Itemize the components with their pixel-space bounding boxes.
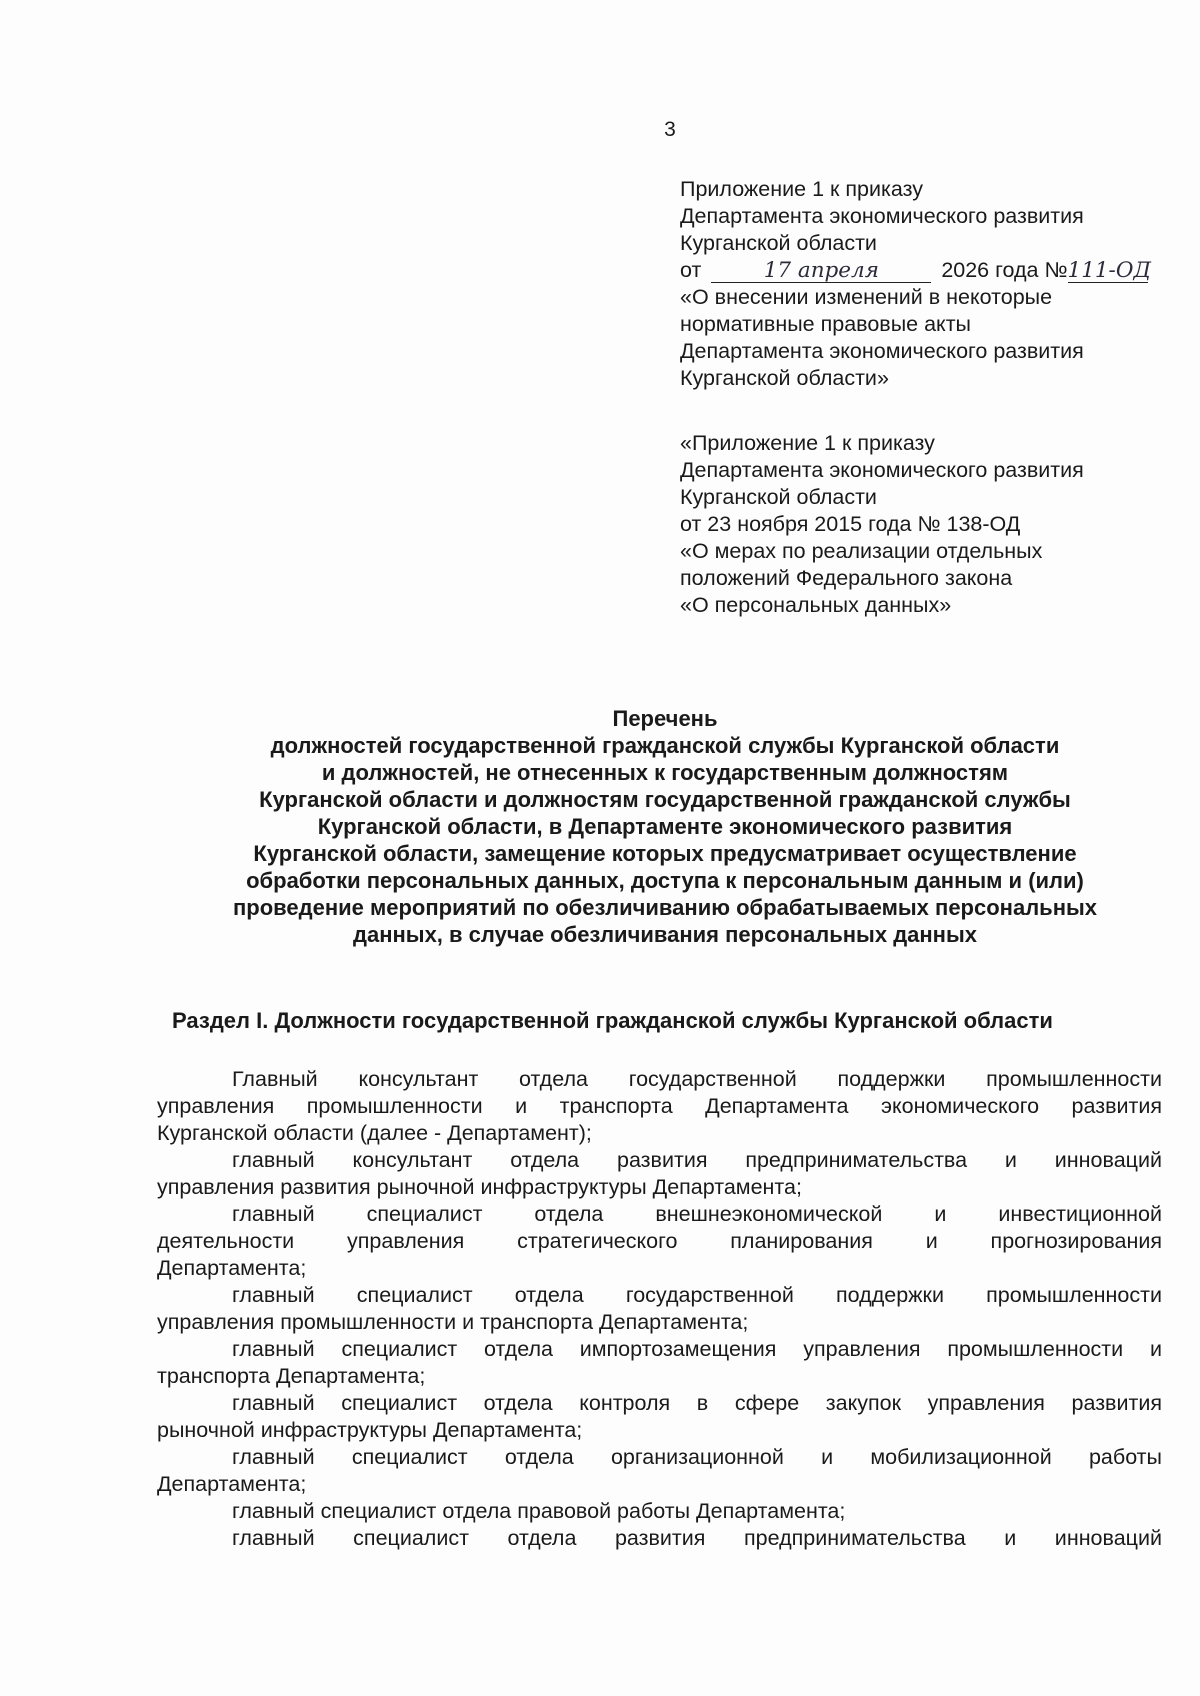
appendix-original-line: «О мерах по реализации отдельных	[680, 539, 1043, 563]
paragraph-line: управления промышленности и транспорта Департамента экономического развития	[157, 1094, 1162, 1118]
appendix-original-line: «Приложение 1 к приказу	[680, 431, 935, 455]
appendix-current-line: Курганской области	[680, 231, 877, 255]
appendix-date-line	[680, 257, 1180, 284]
appendix-current-line: Приложение 1 к приказу	[680, 177, 923, 201]
paragraph-line: Главный консультант отдела государственной поддержки промышленности	[232, 1067, 1162, 1091]
document-title	[170, 705, 1160, 948]
paragraph-line: главный специалист отдела развития предпринимательства и инноваций	[232, 1526, 1162, 1550]
paragraph-line: главный специалист отдела контроля в сфере закупок управления развития	[232, 1391, 1162, 1415]
paragraph-line: Курганской области (далее - Департамент);	[157, 1121, 592, 1145]
paragraph-line: главный специалист отдела импортозамещения управления промышленности и	[232, 1337, 1162, 1361]
page-number: 3	[664, 118, 676, 141]
appendix-original-line: «О персональных данных»	[680, 593, 952, 617]
body-text	[157, 1066, 1162, 1552]
paragraph-line: рыночной инфраструктуры Департамента;	[157, 1418, 583, 1442]
document-title-line: проведение мероприятий по обезличиванию обрабатываемых персональных	[232, 895, 1097, 920]
appendix-original-line: положений Федерального закона	[680, 566, 1013, 590]
document-title-line: Перечень	[612, 706, 718, 731]
document-title-line: и должностей, не отнесенных к государственным должностям	[321, 760, 1009, 785]
paragraph-line: главный специалист отдела внешнеэкономической и инвестиционной	[232, 1202, 1162, 1226]
appendix-current-header	[680, 176, 1180, 392]
paragraph-line: деятельности управления стратегического планирования и прогнозирования	[157, 1229, 1162, 1253]
paragraph-line: Департамента;	[157, 1256, 307, 1280]
document-title-line: должностей государственной гражданской службы Курганской области	[270, 733, 1060, 758]
appendix-current-title-line: Департамента экономического развития	[680, 339, 1084, 363]
paragraph-line: управления промышленности и транспорта Департамента;	[157, 1310, 749, 1334]
appendix-original-line: Департамента экономического развития	[680, 458, 1084, 482]
document-title-line: Курганской области, замещение которых предусматривает осуществление	[253, 841, 1077, 866]
paragraph-line: главный специалист отдела государственной поддержки промышленности	[232, 1283, 1162, 1307]
document-title-line: Курганской области и должностям государственной гражданской службы	[259, 787, 1071, 812]
paragraph-line: Департамента;	[157, 1472, 307, 1496]
document-title-line: данных, в случае обезличивания персональных данных	[353, 922, 977, 947]
paragraph-line: управления развития рыночной инфраструктуры Департамента;	[157, 1175, 802, 1199]
date-prefix: от	[680, 258, 702, 282]
appendix-original-header	[680, 430, 1180, 619]
paragraph-line: главный специалист отдела организационной и мобилизационной работы	[232, 1445, 1162, 1469]
paragraph-line: главный консультант отдела развития предпринимательства и инноваций	[232, 1148, 1162, 1172]
appendix-current-title-line: «О внесении изменений в некоторые	[680, 285, 1053, 309]
date-suffix: 2026 года №	[941, 258, 1068, 282]
appendix-current-title-line: Курганской области»	[680, 366, 889, 390]
appendix-current-line: Департамента экономического развития	[680, 204, 1084, 228]
paragraph-line: транспорта Департамента;	[157, 1364, 426, 1388]
section-heading: Раздел I. Должности государственной гражданской службы Курганской области	[172, 1008, 1053, 1033]
appendix-original-line: от 23 ноября 2015 года № 138-ОД	[680, 512, 1021, 536]
handwritten-number: 111-ОД	[1067, 258, 1151, 283]
document-title-line: обработки персональных данных, доступа к персональным данным и (или)	[246, 868, 1084, 893]
document-title-line: Курганской области, в Департаменте экономического развития	[317, 814, 1013, 839]
appendix-current-title-line: нормативные правовые акты	[680, 312, 971, 336]
paragraph-line: главный специалист отдела правовой работы Департамента;	[232, 1499, 846, 1523]
appendix-original-line: Курганской области	[680, 485, 877, 509]
handwritten-date: 17 апреля	[711, 260, 931, 283]
